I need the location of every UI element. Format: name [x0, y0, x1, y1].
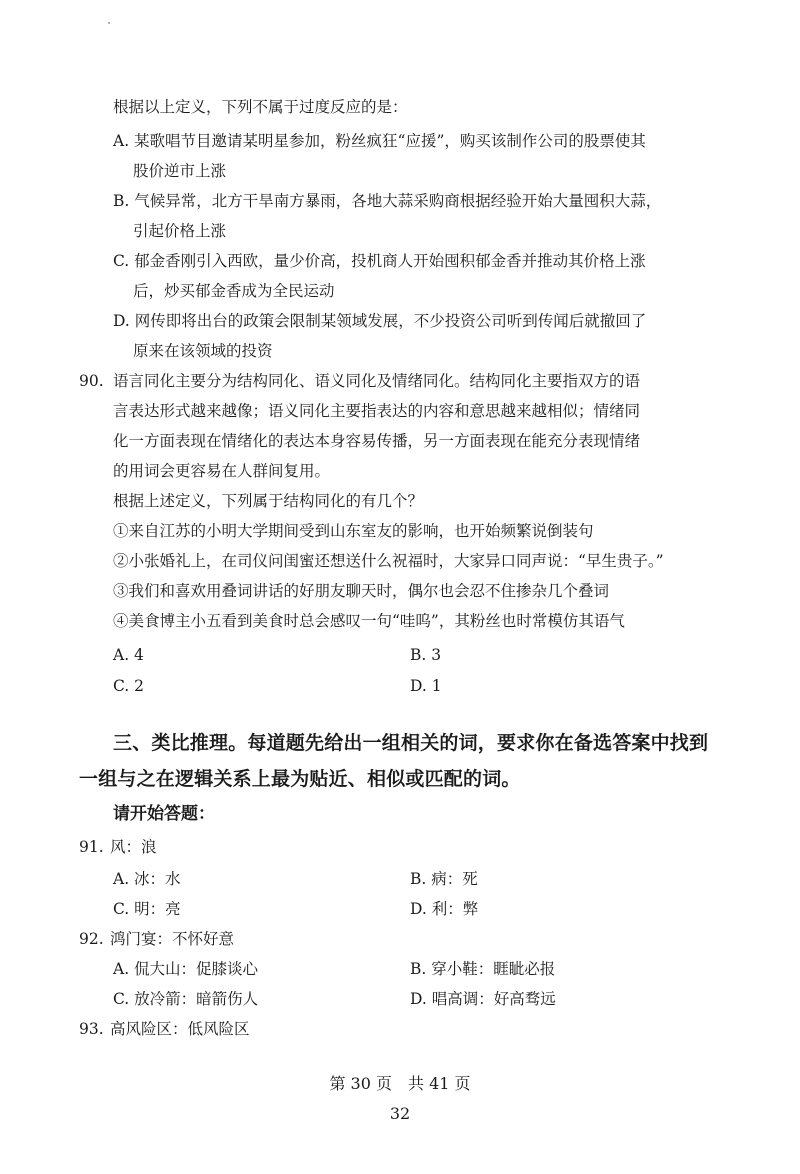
q90-para-line: 言表达形式越来越像；语义同化主要指表达的内容和意思越来越相似；情绪同 — [113, 402, 641, 420]
q90-option-c: C. 2 — [113, 677, 145, 695]
q89-option-d-cont: 原来在该领域的投资 — [133, 342, 273, 360]
q89-option-b: B. 气候异常，北方干旱南方暴雨，各地大蒜采购商根据经验开始大量囤积大蒜， — [113, 192, 662, 210]
q90-question: 根据上述定义，下列属于结构同化的有几个？ — [113, 492, 424, 510]
q91-option-d: D. 利：弊 — [410, 900, 479, 918]
q90-item: ④美食博主小五看到美食时总会感叹一句“哇呜”，其粉丝也时常模仿其语气 — [113, 612, 625, 630]
q90-item: ②小张婚礼上，在司仪问闺蜜还想送什么祝福时，大家异口同声说：“早生贵子。” — [113, 552, 664, 570]
q91-stem: 风：浪 — [110, 838, 157, 856]
q92-option-a: A. 侃大山：促膝谈心 — [113, 960, 259, 978]
q92-stem: 鸿门宴：不怀好意 — [110, 930, 235, 948]
q89-option-c-cont: 后，炒买郁金香成为全民运动 — [133, 282, 335, 300]
q89-option-b-cont: 引起价格上涨 — [133, 222, 227, 240]
section-heading-cont: 一组与之在逻辑关系上最为贴近、相似或匹配的词。 — [79, 768, 521, 790]
q90-option-d: D. 1 — [410, 677, 442, 695]
q89-option-d: D. 网传即将出台的政策会限制某领域发展，不少投资公司听到传闻后就撤回了 — [113, 312, 647, 330]
q89-option-a-cont: 股价逆市上涨 — [133, 162, 227, 180]
section-heading: 三、类比推理。每道题先给出一组相关的词，要求你在备选答案中找到 — [113, 732, 709, 754]
q90-para-line: 化一方面表现在情绪化的表达本身容易传播，另一方面表现在能充分表现情绪 — [113, 432, 641, 450]
q89-option-a: A. 某歌唱节目邀请某明星参加，粉丝疯狂“应援”，购买该制作公司的股票使其 — [113, 132, 646, 150]
q90-option-b: B. 3 — [410, 646, 442, 664]
q90-para-line: 的用词会更容易在人群间复用。 — [113, 462, 331, 480]
q91-option-c: C. 明：亮 — [113, 900, 181, 918]
page-footer: 第 30 页 共 41 页 — [329, 1074, 471, 1093]
q90-option-a: A. 4 — [113, 646, 144, 664]
q93-stem: 高风险区：低风险区 — [110, 1020, 250, 1038]
q89-stem: 根据以上定义，下列不属于过度反应的是： — [113, 98, 408, 116]
q91-option-a: A. 冰：水 — [113, 870, 181, 888]
section-start-prompt: 请开始答题： — [113, 804, 215, 824]
q91-number: 91. — [79, 838, 104, 856]
q90-para-line: 语言同化主要分为结构同化、语义同化及情绪同化。结构同化主要指双方的语 — [113, 372, 641, 390]
q92-option-d: D. 唱高调：好高骛远 — [410, 990, 556, 1008]
q89-option-c: C. 郁金香刚引入西欧，量少价高，投机商人开始囤积郁金香并推动其价格上涨 — [113, 252, 646, 270]
q92-option-c: C. 放冷箭：暗箭伤人 — [113, 990, 259, 1008]
q92-option-b: B. 穿小鞋：睚眦必报 — [410, 960, 556, 978]
q90-number: 90. — [79, 372, 104, 390]
page-number: 32 — [389, 1104, 411, 1123]
q90-item: ③我们和喜欢用叠词讲话的好朋友聊天时，偶尔也会忍不住掺杂几个叠词 — [113, 582, 610, 600]
q93-number: 93. — [79, 1020, 104, 1038]
q90-item: ①来自江苏的小明大学期间受到山东室友的影响，也开始频繁说倒装句 — [113, 522, 594, 540]
q91-option-b: B. 病：死 — [410, 870, 478, 888]
scan-speck — [108, 22, 110, 24]
q92-number: 92. — [79, 930, 104, 948]
